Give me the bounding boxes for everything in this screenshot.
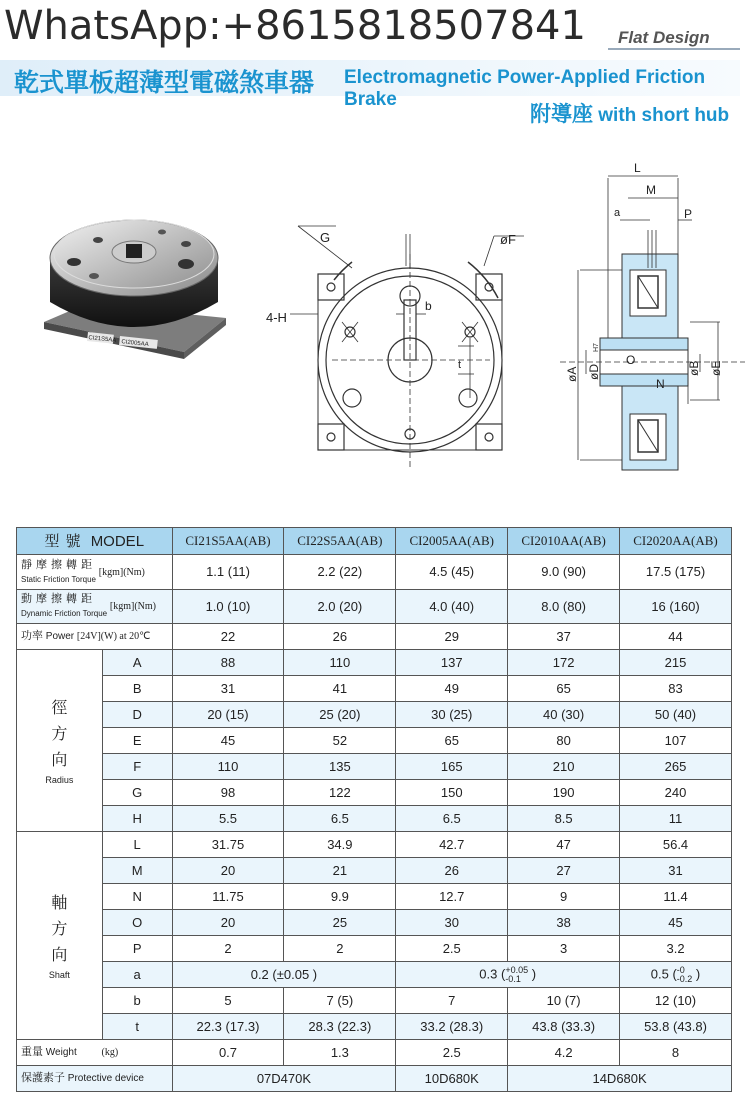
dim-key: A [102,650,172,676]
table-cell: 31.75 [172,832,284,858]
table-cell: 2.0 (20) [284,590,396,624]
table-cell: 20 (15) [172,702,284,728]
table-cell: 110 [284,650,396,676]
dim-key: b [102,988,172,1014]
photo-label-right: CI2005AA [121,339,149,349]
table-cell: 1.3 [284,1040,396,1066]
table-row [17,806,732,832]
table-row [17,884,732,910]
table-cell: 30 (25) [396,702,508,728]
table-row [17,555,732,590]
table-row [17,962,732,988]
table-cell: 1.1 (11) [172,555,284,590]
table-cell: 5.5 [172,806,284,832]
table-cell: 137 [396,650,508,676]
label-g: G [320,230,331,245]
dim-key: F [102,754,172,780]
table-cell: 22.3 (17.3) [172,1014,284,1040]
table-cell: 210 [508,754,620,780]
dim-key: L [102,832,172,858]
weight-label: 重量 Weight (kg) [17,1040,173,1066]
title-banner [0,60,740,110]
dim-key: M [102,858,172,884]
table-row [17,1066,732,1092]
table-cell: 41 [284,676,396,702]
table-cell: 44 [620,624,732,650]
table-cell: 3.2 [620,936,732,962]
table-cell: 9.0 (90) [508,555,620,590]
table-cell: 31 [172,676,284,702]
label-b: b [425,299,432,313]
table-cell: 265 [620,754,732,780]
label-a-dia: øA [565,366,579,382]
dim-key: O [102,910,172,936]
model-name: CI21S5AA(AB) [172,528,284,555]
table-cell: 2.5 [396,936,508,962]
table-cell: 8 [620,1040,732,1066]
table-cell: 190 [508,780,620,806]
dim-key: D [102,702,172,728]
table-cell: 7 [396,988,508,1014]
table-row [17,590,732,624]
label-d-dia: øD [587,364,601,380]
table-cell: 150 [396,780,508,806]
table-cell: 45 [620,910,732,936]
table-cell: 12 (10) [620,988,732,1014]
table-cell: 98 [172,780,284,806]
table-cell: 110 [172,754,284,780]
table-row [17,650,732,676]
table-cell: 17.5 (175) [620,555,732,590]
table-cell: 42.7 [396,832,508,858]
dim-key: H [102,806,172,832]
title-en: Electromagnetic Power-Applied Friction Brake [344,67,706,110]
table-cell: 83 [620,676,732,702]
table-cell: 11 [620,806,732,832]
subtitle [530,98,729,128]
radius-group-label: 徑 方 向 Radius [17,650,103,832]
table-cell: 107 [620,728,732,754]
table-cell: 8.5 [508,806,620,832]
table-cell: 34.9 [284,832,396,858]
table-cell: 20 [172,858,284,884]
static-torque-label: 靜摩擦轉距 Static Friction Torque [kgm](Nm) [17,555,173,590]
model-name: CI2005AA(AB) [396,528,508,555]
table-cell: 14D680K [508,1066,732,1092]
table-cell: 20 [172,910,284,936]
dim-key: G [102,780,172,806]
table-cell: 26 [284,624,396,650]
table-cell: 22 [172,624,284,650]
protective-device-label: 保護素子 Protective device [17,1066,173,1092]
table-cell: 31 [620,858,732,884]
subtitle-cn: 附導座 [530,102,593,126]
flat-design-label: Flat Design [618,28,710,47]
table-row [17,754,732,780]
table-row [17,988,732,1014]
table-cell: 37 [508,624,620,650]
table-cell: 10 (7) [508,988,620,1014]
table-cell: 240 [620,780,732,806]
table-cell: 47 [508,832,620,858]
table-header-row [17,528,732,555]
table-cell: 8.0 (80) [508,590,620,624]
dim-key: N [102,884,172,910]
model-name: CI22S5AA(AB) [284,528,396,555]
table-cell: 165 [396,754,508,780]
table-row [17,936,732,962]
table-cell: 45 [172,728,284,754]
tolerance-cell: 0.5 (-0 -0.2 ) [620,962,732,988]
product-photo [36,192,232,368]
spec-table [16,527,732,1092]
photo-label-left: CI21S5AA [88,335,117,344]
table-cell: 9 [508,884,620,910]
table-cell: 2.2 (22) [284,555,396,590]
dim-key: P [102,936,172,962]
label-a: a [614,207,621,219]
label-l: L [634,161,641,175]
table-cell: 53.8 (43.8) [620,1014,732,1040]
table-cell: 52 [284,728,396,754]
dim-key: E [102,728,172,754]
table-row [17,728,732,754]
table-cell: 10D680K [396,1066,508,1092]
model-name: CI2020AA(AB) [620,528,732,555]
table-cell: 215 [620,650,732,676]
table-cell: 135 [284,754,396,780]
table-cell: 25 [284,910,396,936]
table-cell: 80 [508,728,620,754]
table-cell: 49 [396,676,508,702]
table-cell: 172 [508,650,620,676]
table-row [17,832,732,858]
label-f: øF [500,232,516,247]
table-cell: 6.5 [284,806,396,832]
side-view-diagram [560,158,745,476]
table-cell: 4.5 (45) [396,555,508,590]
model-name: CI2010AA(AB) [508,528,620,555]
front-view-diagram [262,214,534,476]
label-e-dia: øE [709,360,723,376]
label-t: t [458,359,462,371]
title-cn: 乾式單板超薄型電磁煞車器 [14,68,315,97]
table-cell: 26 [396,858,508,884]
tolerance-cell: 0.3 (+0.05 -0.1 ) [396,962,620,988]
label-n: N [656,377,665,391]
flat-design-underline [608,48,740,50]
table-cell: 27 [508,858,620,884]
label-o: O [626,353,636,367]
table-cell: 16 (160) [620,590,732,624]
table-cell: 33.2 (28.3) [396,1014,508,1040]
table-row [17,1014,732,1040]
table-cell: 0.7 [172,1040,284,1066]
dynamic-torque-label: 動摩擦轉距 Dynamic Friction Torque [kgm](Nm) [17,590,173,624]
table-cell: 43.8 (33.3) [508,1014,620,1040]
table-cell: 88 [172,650,284,676]
label-m: M [646,183,656,197]
table-cell: 38 [508,910,620,936]
label-4h: 4-H [266,310,287,325]
table-cell: 11.4 [620,884,732,910]
table-cell: 56.4 [620,832,732,858]
dim-key: t [102,1014,172,1040]
table-cell: 65 [396,728,508,754]
dim-key: B [102,676,172,702]
table-cell: 3 [508,936,620,962]
table-cell: 122 [284,780,396,806]
table-row [17,624,732,650]
table-cell: 9.9 [284,884,396,910]
table-cell: 07D470K [172,1066,396,1092]
table-cell: 4.0 (40) [396,590,508,624]
table-cell: 30 [396,910,508,936]
label-d-tol: H7 [593,343,600,352]
table-cell: 28.3 (22.3) [284,1014,396,1040]
table-cell: 50 (40) [620,702,732,728]
table-cell: 7 (5) [284,988,396,1014]
table-row [17,858,732,884]
subtitle-en: with short hub [598,105,730,126]
table-cell: 11.75 [172,884,284,910]
table-row [17,702,732,728]
table-cell: 2 [284,936,396,962]
table-cell: 25 (20) [284,702,396,728]
table-cell: 65 [508,676,620,702]
whatsapp-contact: WhatsApp:+8615818507841 [4,3,586,49]
table-cell: 12.7 [396,884,508,910]
model-header: 型號 MODEL [17,528,173,555]
table-cell: 29 [396,624,508,650]
table-cell: 2 [172,936,284,962]
table-cell: 2.5 [396,1040,508,1066]
table-row [17,676,732,702]
label-b-dia: øB [687,360,701,376]
table-cell: 4.2 [508,1040,620,1066]
dim-key: a [102,962,172,988]
table-row [17,1040,732,1066]
table-cell: 40 (30) [508,702,620,728]
table-cell: 5 [172,988,284,1014]
table-cell: 21 [284,858,396,884]
table-cell: 1.0 (10) [172,590,284,624]
shaft-group-label: 軸 方 向 Shaft [17,832,103,1040]
power-label: 功率 Power [24V](W) at 20℃ [17,624,173,650]
table-cell: 0.2 (±0.05 ) [172,962,396,988]
table-cell: 6.5 [396,806,508,832]
label-p: P [684,207,693,221]
table-row [17,910,732,936]
table-row [17,780,732,806]
